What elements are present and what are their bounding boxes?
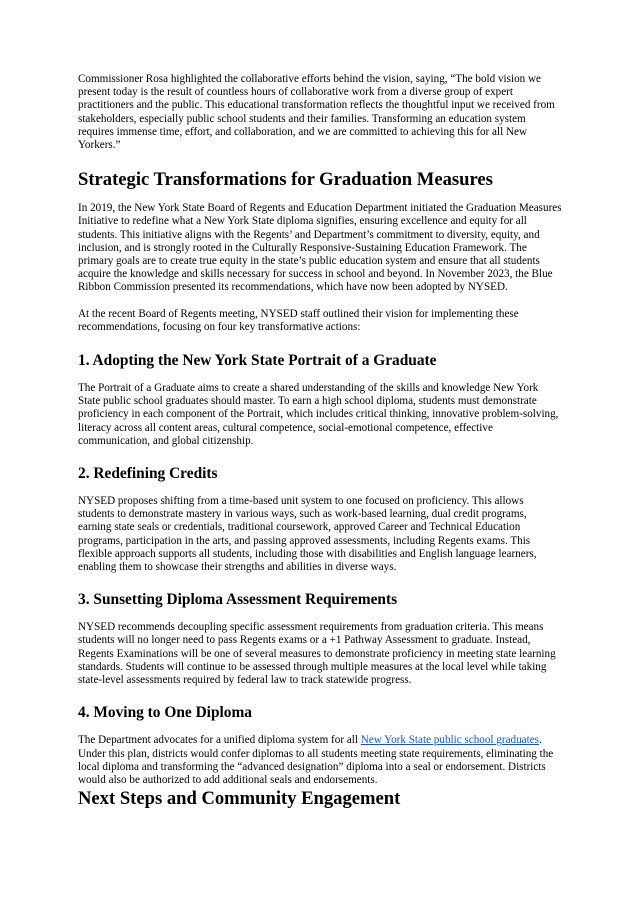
one-diploma-text-after: . Under this plan, districts would confer diplomas to all students meeting state requirements, eliminating the local diploma and transforming the “advanced designation” diploma into a seal or endorsement. Districts would also be authorized to add additional seals and endorsements. — [78, 734, 554, 786]
strategic-paragraph-1: In 2019, the New York State Board of Regents and Education Department initiated the Graduation Measures Initiative to redefine what a New York State diploma signifies, ensuring excellence and equity for all students. This initiative aligns with the Regents’ and Department’s commitment to diversity, equity, and inclusion, and is strongly rooted in the Culturally Responsive-Sustaining Education Framework. The primary goals are to create true equity in the state’s public education system and ensure that all students acquire the knowledge and skills necessary for success in school and beyond. In November 2023, the Blue Ribbon Commission presented its recommendations, which have now been adopted by NYSED. — [78, 202, 562, 294]
heading-redefining-credits: 2. Redefining Credits — [78, 465, 218, 483]
one-diploma-text-before: The Department advocates for a unified diploma system for all — [78, 734, 361, 747]
one-diploma-paragraph — [78, 734, 562, 787]
strategic-paragraph-2: At the recent Board of Regents meeting, NYSED staff outlined their vision for implementing these recommendations, focusing on four key transformative actions: — [78, 307, 519, 333]
heading-sunsetting-assessment: 3. Sunsetting Diploma Assessment Requirements — [78, 591, 398, 609]
heading-strategic-transformations: Strategic Transformations for Graduation Measures — [78, 169, 493, 191]
ny-public-school-graduates-link[interactable]: New York State public school graduates — [360, 734, 539, 747]
portrait-paragraph: The Portrait of a Graduate aims to create a shared understanding of the skills and knowledge New York State public school graduates should master. To earn a high school diploma, students must demonstrate proficiency in each component of the Portrait, which includes critical thinking, innovative problem-solving, literacy across all content areas, cultural competence, social-emotional competence, effective communication, and global citizenship. — [78, 382, 559, 447]
assessment-paragraph: NYSED recommends decoupling specific assessment requirements from graduation criteria. This means students will no longer need to pass Regents exams or a +1 Pathway Assessment to graduate. Instead, Regents Examinations will be one of several measures to demonstrate proficiency in meeting state learning standards. Students will continue to be assessed through multiple measures at the local level while taking state-level assessments required by federal law to track statewide progress. — [78, 621, 556, 687]
intro-paragraph: Commissioner Rosa highlighted the collaborative efforts behind the vision, saying, “The bold vision we present today is the result of countless hours of collaborative work from a diverse group of expert practitioners and the public. This educational transformation reflects the thoughtful input we received from stakeholders, especially public school students and their families. Transforming an education system requires immense time, effort, and collaboration, and we are committed to achieving this for all New Yorkers.” — [78, 73, 555, 152]
heading-next-steps: Next Steps and Community Engagement — [78, 788, 401, 810]
heading-one-diploma: 4. Moving to One Diploma — [78, 704, 253, 722]
document-page — [78, 73, 562, 810]
heading-portrait-of-graduate: 1. Adopting the New York State Portrait of a Graduate — [78, 352, 437, 370]
credits-paragraph: NYSED proposes shifting from a time-based unit system to one focused on proficiency. This allows students to demonstrate mastery in various ways, such as work-based learning, dual credit programs, earning state seals or credentials, traditional coursework, approved Career and Technical Education programs, participation in the arts, and passing approved assessments, including Regents exams. This flexible approach supports all students, including those with disabilities and English language learners, enabling them to showcase their strengths and abilities in diverse ways. — [78, 495, 537, 574]
